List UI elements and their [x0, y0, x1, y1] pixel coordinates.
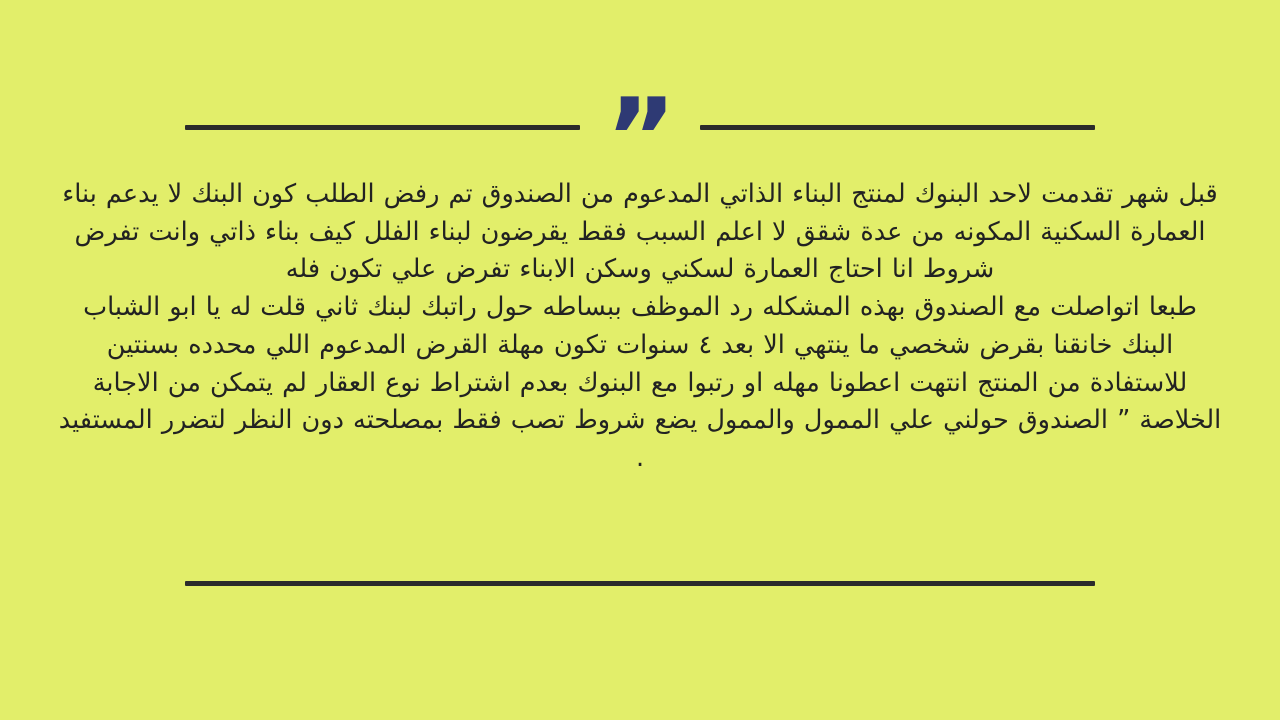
- bottom-ornament: [0, 581, 1280, 586]
- quote-paragraph-3: الخلاصة ” الصندوق حولني علي الممول والممول يضع شروط تصب فقط بمصلحته دون النظر لتضرر المستفيد .: [58, 405, 1222, 474]
- top-rule-left: [185, 125, 580, 130]
- quote-paragraph-2: طبعا اتواصلت مع الصندوق بهذه المشكله رد الموظف ببساطه حول راتبك لبنك ثاني قلت له يا ابو الشباب البنك خانقنا بقرض شخصي ما ينتهي الا بعد ٤ سنوات تكون مهلة القرض المدعوم اللي محدده بسنتين للاستفادة من المنتج انتهت اعطونا مهله او رتبوا مع البنوك بعدم اشتراط نوع العقار لم يتمكن من الاجابة: [83, 292, 1197, 398]
- top-ornament: [185, 76, 1095, 202]
- quote-text: [55, 176, 1225, 478]
- bottom-rule: [185, 581, 1095, 586]
- quote-paragraph-1: قبل شهر تقدمت لاحد البنوك لمنتج البناء الذاتي المدعوم من الصندوق تم رفض الطلب كون البنك لا يدعم بناء العمارة السكنية المكونه من عدة شقق لا اعلم السبب فقط يقرضون لبناء الفلل كيف بناء ذاتي وانت تفرض شروط انا احتاج العمارة لسكني وسكن الابناء تفرض علي تكون فله: [62, 179, 1218, 285]
- top-rule-right: [700, 125, 1095, 130]
- quotation-mark-icon: ”: [605, 76, 675, 202]
